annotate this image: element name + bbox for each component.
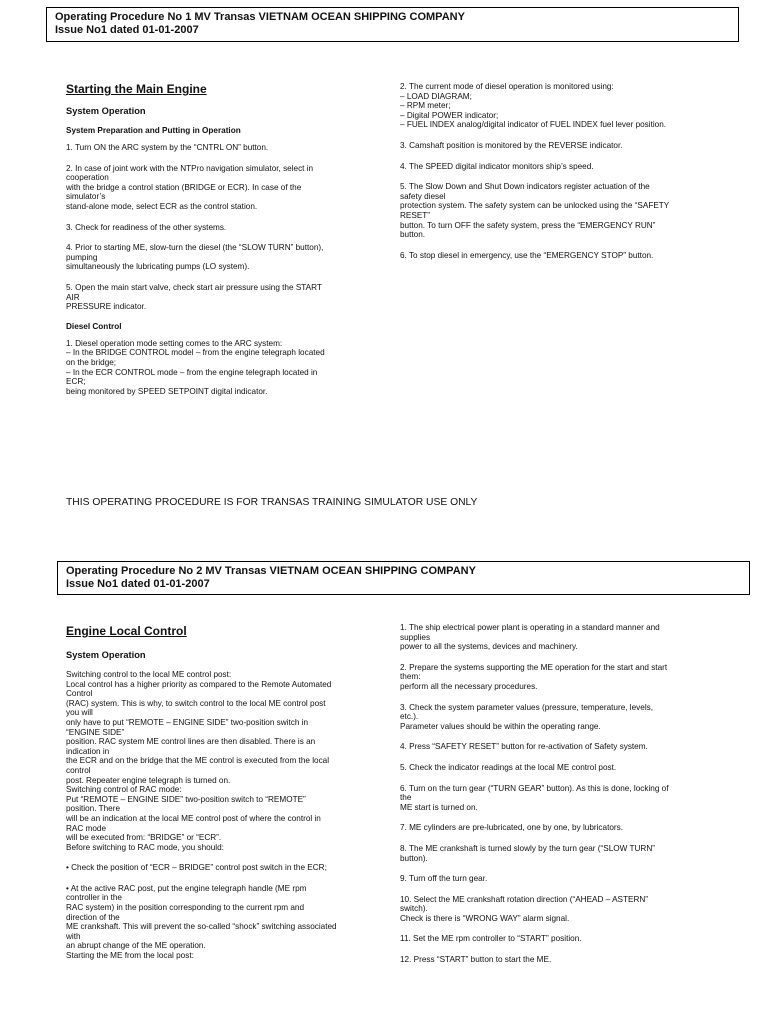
text-line: 3. Check for readiness of the other systems. bbox=[66, 222, 227, 232]
text-line: 9. Turn off the turn gear. bbox=[400, 874, 488, 884]
procedure-1-diesel-control-text bbox=[66, 339, 366, 397]
paragraph-gap bbox=[66, 153, 366, 164]
text-line: control bbox=[66, 765, 91, 775]
procedure-2-header bbox=[57, 561, 750, 595]
text-line: 4. The SPEED digital indicator monitors ship’s speed. bbox=[400, 161, 594, 171]
text-line: will be executed from: “BRIDGE” or “ECR”. bbox=[66, 833, 222, 843]
text-line: – FUEL INDEX analog/digital indicator of FUEL INDEX fuel lever position. bbox=[400, 120, 667, 130]
text-line: 4. Prior to starting ME, slow-turn the diesel (the “SLOW TURN” button), bbox=[66, 243, 324, 253]
text-line: 8. The ME crankshaft is turned slowly by the turn gear (“SLOW TURN” bbox=[400, 843, 655, 853]
text-line: 5. Check the indicator readings at the local ME control post. bbox=[400, 762, 617, 772]
text-line: ME start is turned on. bbox=[400, 802, 478, 812]
text-line: 4. Press “SAFETY RESET” button for re-activation of Safety system. bbox=[400, 742, 648, 752]
paragraph-gap bbox=[400, 884, 720, 895]
paragraph-gap bbox=[66, 232, 366, 243]
text-line: 10. Select the ME crankshaft rotation direction (“AHEAD – ASTERN” bbox=[400, 894, 648, 904]
procedure-1-subsection-diesel-control: Diesel Control bbox=[66, 321, 122, 331]
procedure-2-section: System Operation bbox=[66, 650, 146, 660]
text-line: the ECR and on the bridge that the ME control is executed from the local bbox=[66, 756, 330, 766]
procedure-1-left-column bbox=[66, 82, 366, 396]
paragraph-gap bbox=[400, 833, 720, 844]
text-line: – Digital POWER indicator; bbox=[400, 110, 499, 120]
text-line: 2. Prepare the systems supporting the ME operation for the start and start bbox=[400, 662, 668, 672]
text-line: Starting the ME from the local post: bbox=[66, 951, 194, 961]
paragraph-gap bbox=[66, 852, 366, 863]
text-line: RAC mode bbox=[66, 823, 107, 833]
paragraph-gap bbox=[400, 652, 720, 663]
text-line: 3. Camshaft position is monitored by the REVERSE indicator. bbox=[400, 140, 623, 150]
text-line: only have to put “REMOTE – ENGINE SIDE” two-position switch in bbox=[66, 717, 309, 727]
procedure-2-left-column bbox=[66, 624, 366, 961]
text-line: post. Repeater engine telegraph is turned on. bbox=[66, 775, 231, 785]
paragraph-gap bbox=[400, 812, 720, 823]
text-line: 1. Turn ON the ARC system by the “CNTRL ON” button. bbox=[66, 143, 269, 152]
procedure-2-header-issue: Issue No1 dated 01-01-2007 bbox=[66, 578, 210, 590]
text-line: indication in bbox=[66, 746, 110, 756]
text-line: safety diesel bbox=[400, 191, 446, 201]
text-line: switch). bbox=[400, 904, 428, 914]
procedure-2-right-column bbox=[400, 623, 720, 965]
text-line: the bbox=[400, 793, 412, 803]
text-line: pumping bbox=[66, 252, 98, 262]
text-line: AIR bbox=[66, 292, 80, 302]
text-line: 6. Turn on the turn gear (“TURN GEAR” button). As this is done, locking of bbox=[400, 783, 669, 793]
paragraph-gap bbox=[66, 212, 366, 223]
text-line: simulator’s bbox=[66, 192, 106, 202]
text-line: 2. The current mode of diesel operation is monitored using: bbox=[400, 82, 614, 91]
text-line: power to all the systems, devices and machinery. bbox=[400, 642, 578, 652]
text-line: RAC system) in the position corresponding to the current rpm and bbox=[66, 903, 305, 913]
procedure-1-right-column bbox=[400, 82, 720, 260]
text-line: 6. To stop diesel in emergency, use the “EMERGENCY STOP” button. bbox=[400, 250, 654, 260]
text-line: with bbox=[66, 931, 81, 941]
text-line: Control bbox=[66, 689, 93, 699]
text-line: supplies bbox=[400, 632, 431, 642]
text-line: being monitored by SPEED SETPOINT digital indicator. bbox=[66, 386, 268, 396]
text-line: – In the ECR CONTROL mode – from the engine telegraph located in bbox=[66, 367, 318, 377]
text-line: simultaneously the lubricating pumps (LO system). bbox=[66, 262, 250, 272]
text-line: RESET” bbox=[400, 210, 431, 220]
paragraph-gap bbox=[400, 923, 720, 934]
text-line: will be an indication at the local ME control post of where the control in bbox=[66, 813, 321, 823]
text-line: position. RAC system ME control lines are then disabled. There is an bbox=[66, 737, 316, 747]
procedure-1-preparation-text bbox=[66, 143, 366, 312]
procedure-2-local-control-text bbox=[66, 670, 366, 961]
paragraph-gap bbox=[400, 752, 720, 763]
text-line: PRESSURE indicator. bbox=[66, 302, 147, 312]
text-line: ME crankshaft. This will prevent the so-called “shock” switching associated bbox=[66, 922, 337, 932]
text-line: 1. Diesel operation mode setting comes to the ARC system: bbox=[66, 338, 283, 348]
text-line: direction of the bbox=[66, 912, 120, 922]
paragraph-gap bbox=[400, 944, 720, 955]
paragraph-gap bbox=[66, 272, 366, 283]
text-line: Switching control to the local ME control post: bbox=[66, 670, 232, 679]
text-line: 12. Press “START” button to start the ME. bbox=[400, 955, 552, 965]
text-line: Local control has a higher priority as compared to the Remote Automated bbox=[66, 679, 332, 689]
text-line: with the bridge a control station (BRIDGE or ECR). In case of the bbox=[66, 182, 302, 192]
text-line: 1. The ship electrical power plant is operating in a standard manner and bbox=[400, 623, 660, 632]
paragraph-gap bbox=[66, 873, 366, 884]
text-line: 2. In case of joint work with the NTPro navigation simulator, select in bbox=[66, 163, 314, 173]
text-line: button. bbox=[400, 230, 426, 240]
text-line: ECR; bbox=[66, 377, 86, 387]
paragraph-gap bbox=[400, 151, 720, 162]
paragraph-gap bbox=[400, 773, 720, 784]
text-line: an abrupt change of the ME operation. bbox=[66, 941, 206, 951]
procedure-1-subsection-preparation: System Preparation and Putting in Operation bbox=[66, 126, 241, 135]
text-line: stand-alone mode, select ECR as the control station. bbox=[66, 201, 258, 211]
text-line: – LOAD DIAGRAM; bbox=[400, 91, 472, 101]
text-line: position. There bbox=[66, 804, 121, 814]
text-line: Put “REMOTE – ENGINE SIDE” two-position switch to “REMOTE” bbox=[66, 794, 306, 804]
text-line: – In the BRIDGE CONTROL model – from the engine telegraph located bbox=[66, 348, 325, 358]
procedure-2-header-title: Operating Procedure No 2 MV Transas VIETNAM OCEAN SHIPPING COMPANY bbox=[66, 565, 476, 577]
procedure-1-header bbox=[46, 7, 739, 42]
procedure-2-title: Engine Local Control bbox=[66, 624, 187, 638]
training-use-notice: THIS OPERATING PROCEDURE IS FOR TRANSAS TRAINING SIMULATOR USE ONLY bbox=[66, 497, 478, 508]
text-line: 7. ME cylinders are pre-lubricated, one by one, by lubricators. bbox=[400, 823, 623, 833]
text-line: etc.). bbox=[400, 712, 419, 722]
text-line: 3. Check the system parameter values (pressure, temperature, levels, bbox=[400, 702, 654, 712]
text-line: button. To turn OFF the safety system, press the “EMERGENCY RUN” bbox=[400, 220, 656, 230]
text-line: controller in the bbox=[66, 893, 122, 903]
text-line: cooperation bbox=[66, 173, 109, 183]
text-line: button). bbox=[400, 853, 428, 863]
text-line: them: bbox=[400, 672, 421, 682]
text-line: Parameter values should be within the operating range. bbox=[400, 721, 601, 731]
text-line: Before switching to RAC mode, you should: bbox=[66, 842, 224, 852]
text-line: Check is there is “WRONG WAY” alarm signal. bbox=[400, 913, 570, 923]
text-line: – RPM meter; bbox=[400, 101, 451, 111]
paragraph-gap bbox=[400, 171, 720, 182]
procedure-1-title: Starting the Main Engine bbox=[66, 82, 207, 96]
paragraph-gap bbox=[400, 240, 720, 251]
procedure-1-monitoring-text bbox=[400, 82, 720, 260]
paragraph-gap bbox=[400, 863, 720, 874]
text-line: 5. Open the main start valve, check start air pressure using the START bbox=[66, 282, 322, 292]
text-line: 5. The Slow Down and Shut Down indicators register actuation of the bbox=[400, 182, 650, 192]
text-line: Switching control of RAC mode: bbox=[66, 785, 182, 795]
procedure-1-header-issue: Issue No1 dated 01-01-2007 bbox=[55, 24, 199, 36]
paragraph-gap bbox=[400, 692, 720, 703]
text-line: • At the active RAC post, put the engine telegraph handle (ME rpm bbox=[66, 883, 307, 893]
text-line: “ENGINE SIDE” bbox=[66, 727, 125, 737]
text-line: you will bbox=[66, 708, 93, 718]
paragraph-gap bbox=[400, 731, 720, 742]
procedure-2-start-steps-text bbox=[400, 623, 720, 965]
procedure-1-header-title: Operating Procedure No 1 MV Transas VIETNAM OCEAN SHIPPING COMPANY bbox=[55, 11, 465, 23]
text-line: (RAC) system. This is why, to switch control to the local ME control post bbox=[66, 698, 326, 708]
text-line: on the bridge; bbox=[66, 357, 117, 367]
text-line: protection system. The safety system can be unlocked using the “SAFETY bbox=[400, 201, 670, 211]
text-line: • Check the position of “ECR – BRIDGE” control post switch in the ECR; bbox=[66, 863, 327, 873]
paragraph-gap bbox=[400, 130, 720, 141]
text-line: 11. Set the ME rpm controller to “START” position. bbox=[400, 934, 582, 944]
text-line: perform all the necessary procedures. bbox=[400, 681, 538, 691]
procedure-1-section: System Operation bbox=[66, 106, 146, 116]
